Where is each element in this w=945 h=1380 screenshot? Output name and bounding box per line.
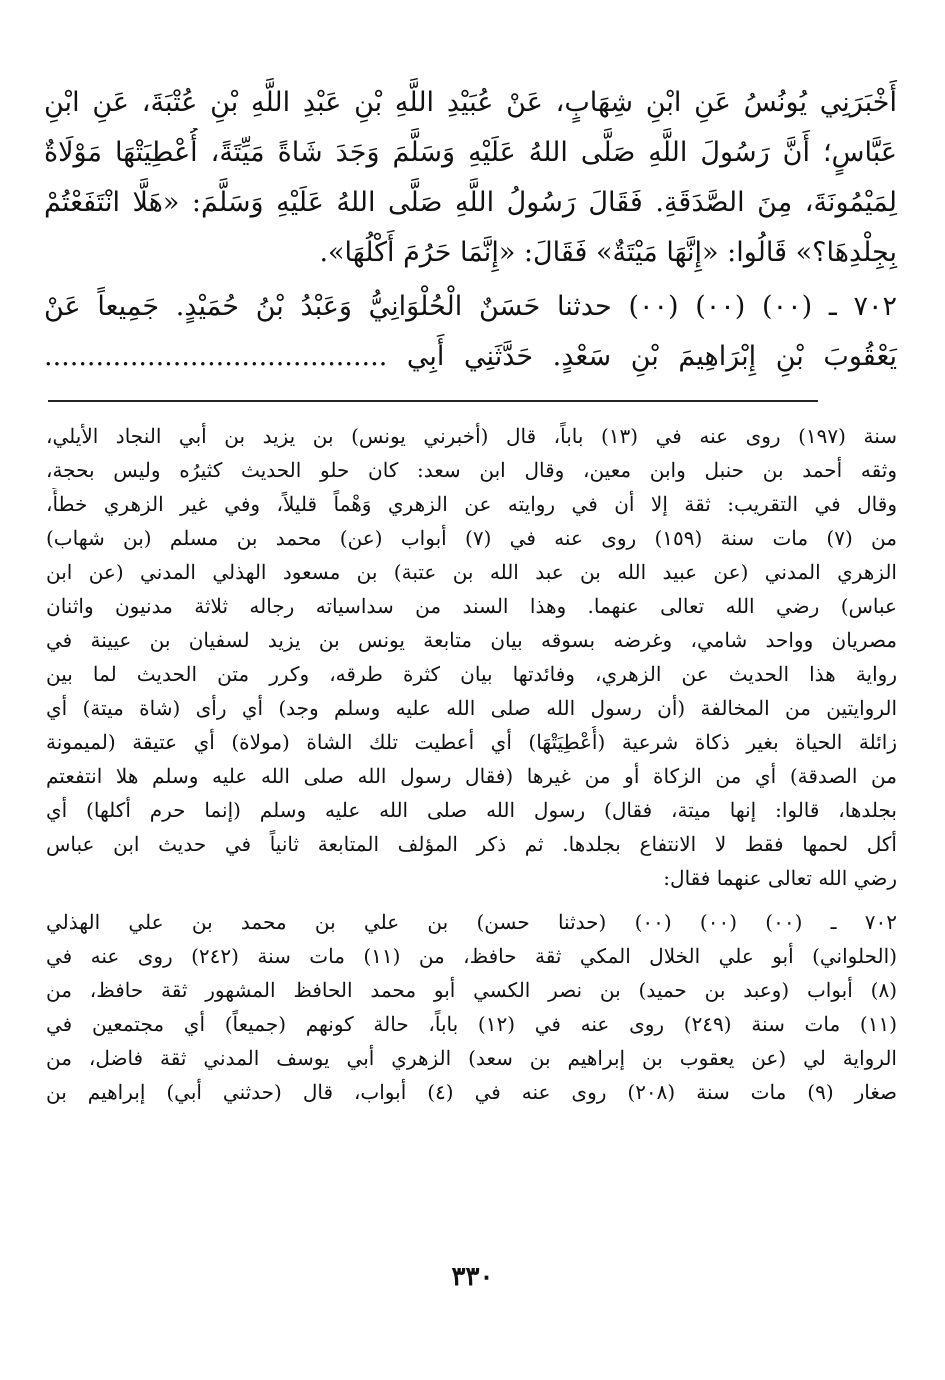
commentary-line: صغار (٩) مات سنة (٢٠٨) روى عنه في (٤) أبواب، قال (حدثني أبي) إبراهيم بن: [46, 1080, 898, 1104]
commentary-line: أكل لحمها فقط لا الانتفاع بجلدها. ثم ذكر المؤلف المتابعة ثانياً في حديث ابن عباس: [46, 832, 897, 856]
commentary-line: (١١) مات سنة (٢٤٩) روى عنه في (١٢) باباً، حالة كونهم (جميعاً) أي مجتمعين في: [46, 1012, 897, 1036]
commentary-line: عباس) رضي الله تعالى عنهما. وهذا السند من سداسياته رجاله ثلاثة مدنيون واثنان: [46, 594, 897, 618]
commentary-line: سنة (١٩٧) روى عنه في (١٣) باباً، قال (أخبرني يونس) بن يزيد بن أبي النجاد الأيلي،: [46, 424, 897, 448]
commentary-line: (٨) أبواب (وعبد بن حميد) بن نصر الكسي أبو محمد الحافظ المشهور ثقة حافظ، من: [46, 978, 897, 1002]
hadith-line: يَعْقُوبَ بْنِ إِبْرَاهِيمَ بْنِ سَعْدٍ. حَدَّثَنِي أَبِي ........................................: [44, 341, 897, 372]
commentary-line: الزهري المدني (عن عبيد الله بن عبد الله بن عتبة) بن مسعود الهذلي المدني (عن ابن: [46, 560, 897, 584]
commentary-line: من (٧) مات سنة (١٥٩) روى عنه في (٧) أبواب (عن) محمد بن مسلم (بن شهاب): [46, 526, 897, 550]
footnote-divider: [48, 400, 818, 402]
commentary-line: وثقه أحمد بن حنبل وابن معين، وقال ابن سعد: كان حلو الحديث كثيرُه وليس بحجة،: [46, 458, 897, 482]
commentary-line: بجلدها، قالوا: إنها ميتة، فقال) رسول الله صلى الله عليه وسلم (إنما حرم أكلها) أي: [46, 798, 897, 822]
commentary-line: مصريان وواحد شامي، وغرضه بسوقه بيان متابعة يونس بن يزيد لسفيان بن عيينة في: [46, 628, 897, 652]
commentary-line: من الصدقة) أي من الزكاة أو من غيرها (فقال رسول الله صلى الله عليه وسلم هلا انتفعتم: [46, 764, 897, 788]
commentary-line: وقال في التقريب: ثقة إلا أن في روايته عن الزهري وَهْماً قليلاً، وفي غير الزهري خطأً،: [46, 492, 897, 516]
commentary-line: الروايتين من المخالفة (أن رسول الله صلى الله عليه وسلم وجد) أي رأى (شاة ميتة) أي: [46, 696, 897, 720]
hadith-line: ٧٠٢ ـ (٠٠) (٠٠) (٠٠) حدثنا حَسَنٌ الْحُلْوَانِيُّ وَعَبْدُ بْنُ حُمَيْدٍ. جَمِيعاً عَنْ: [44, 291, 897, 322]
hadith-line: عَبَّاسٍ؛ أَنَّ رَسُولَ اللَّهِ صَلَّى اللهُ عَلَيْهِ وَسَلَّمَ وَجَدَ شَاةً مَيِّتَةً، أُعْطِيَتْهَا مَوْلَاةٌ: [44, 137, 897, 168]
commentary-line: رواية هذا الحديث عن الزهري، وفائدتها بيان كثرة طرقه، وكرر متن الحديث لما بين: [46, 662, 897, 686]
commentary-line: زائلة الحياة بغير ذكاة شرعية (أُعْطِيَتْهَا) أي أعطيت تلك الشاة (مولاة) أي عتيقة (لميمونة: [46, 730, 898, 754]
commentary-line: (الحلواني) أبو علي الخلال المكي ثقة حافظ، من (١١) مات سنة (٢٤٢) روى عنه في: [46, 944, 897, 968]
hadith-line: بِجِلْدِهَا؟» قَالُوا: «إِنَّهَا مَيْتَةٌ» فَقَالَ: «إِنَّمَا حَرُمَ أَكْلُهَا».: [319, 237, 897, 268]
page-number: ٣٣٠: [451, 1262, 494, 1292]
hadith-line: أَخْبَرَنِي يُونُسُ عَنِ ابْنِ شِهَابٍ، عَنْ عُبَيْدِ اللَّهِ بْنِ عَبْدِ اللَّهِ بْنِ عُتْبَةَ، عَنِ ابْنِ: [44, 87, 897, 118]
commentary-line: رضي الله تعالى عنهما فقال:: [663, 866, 897, 890]
commentary-line: الرواية لي (عن يعقوب بن إبراهيم بن سعد) الزهري أبي يوسف المدني ثقة فاضل، من: [46, 1046, 897, 1070]
commentary-line: ٧٠٢ ـ (٠٠) (٠٠) (٠٠) (حدثنا حسن) بن علي بن محمد بن علي الهذلي: [46, 910, 897, 934]
hadith-line: لِمَيْمُونَةَ، مِنَ الصَّدَقَةِ. فَقَالَ رَسُولُ اللَّهِ صَلَّى اللهُ عَلَيْهِ وَسَلَّمَ: «هَلَّا انْتَفَعْتُمْ: [44, 187, 897, 218]
